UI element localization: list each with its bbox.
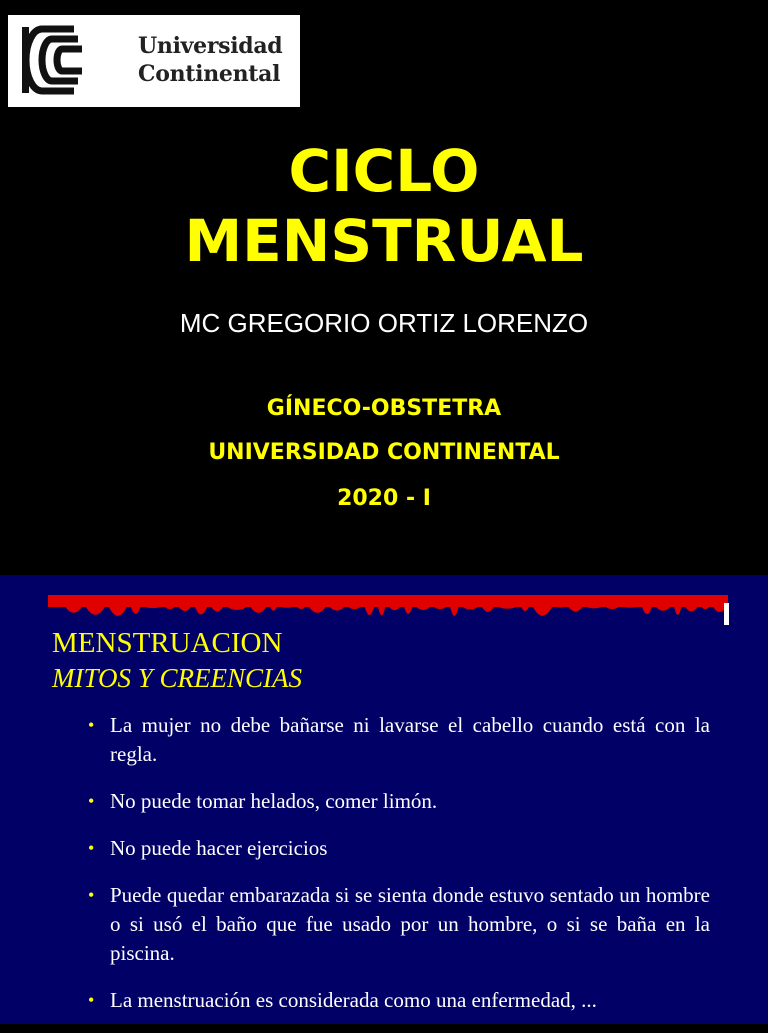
- myth-list: [88, 711, 710, 1033]
- content-slide: [0, 575, 768, 1024]
- bullet-icon: •: [88, 885, 95, 905]
- logo-mark-icon: [22, 25, 126, 95]
- bullet-icon: •: [88, 990, 95, 1010]
- slide-edge-bar: [724, 603, 729, 625]
- blood-drip-border: [48, 589, 728, 629]
- slide-heading: MENSTRUACION: [52, 627, 283, 659]
- bullet-icon: •: [88, 838, 95, 858]
- bullet-icon: •: [88, 715, 95, 735]
- logo-line1: Universidad: [138, 33, 283, 59]
- list-item: • La mujer no debe bañarse ni lavarse el cabello cuando está con la regla.: [88, 713, 710, 766]
- period: 2020 - I: [337, 486, 431, 511]
- logo-text: [138, 32, 282, 88]
- list-item: • No puede hacer ejercicios: [88, 834, 710, 863]
- specialty: GÍNECO-OBSTETRA: [266, 396, 502, 421]
- list-item: • No puede tomar helados, comer limón.: [88, 787, 710, 816]
- university-logo: [8, 15, 300, 107]
- title-line1: CICLO: [288, 137, 480, 205]
- bullet-icon: •: [88, 791, 95, 811]
- institution: UNIVERSIDAD CONTINENTAL: [208, 440, 560, 465]
- slide-subheading: MITOS Y CREENCIAS: [52, 663, 303, 693]
- logo-line2: Continental: [138, 61, 281, 87]
- list-item: • La menstruación es considerada como una enfermedad, ...: [88, 986, 710, 1015]
- list-item: • Puede quedar embarazada si se sienta donde estuvo sentado un hombre o si usó el baño que fue usado por un hombre, o si se baña en la piscina.: [88, 883, 710, 965]
- author-name: MC GREGORIO ORTIZ LORENZO: [179, 308, 589, 338]
- title-line2: MENSTRUAL: [184, 207, 584, 275]
